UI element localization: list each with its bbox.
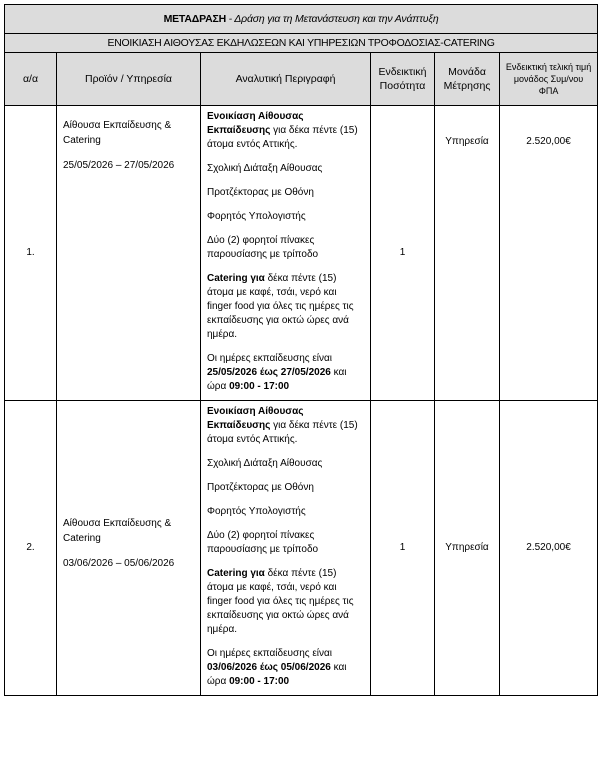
desc-days bbox=[207, 647, 364, 689]
row-quantity: 1 bbox=[371, 106, 435, 401]
desc-catering bbox=[207, 567, 364, 637]
desc-rental-rest: για δέκα πέντε (15) άτομα εντός Αττικής. bbox=[207, 420, 358, 445]
desc-days-bold: 25/05/2026 έως 27/05/2026 bbox=[207, 367, 331, 378]
table-subtitle: ΕΝΟΙΚΙΑΣΗ ΑΙΘΟΥΣΑΣ ΕΚΔΗΛΩΣΕΩΝ ΚΑΙ ΥΠΗΡΕΣΙΩΝ ΤΡΟΦΟΔΟΣΙΑΣ-CATERING bbox=[5, 34, 598, 53]
desc-days bbox=[207, 352, 364, 394]
desc-layout: Σχολική Διάταξη Αίθουσας bbox=[207, 458, 323, 469]
desc-laptop: Φορητός Υπολογιστής bbox=[207, 211, 306, 222]
desc-laptop: Φορητός Υπολογιστής bbox=[207, 506, 306, 517]
title-bold: ΜΕΤΑΔΡΑΣΗ bbox=[163, 13, 226, 25]
row-index: 1. bbox=[5, 106, 57, 401]
product-dates: 03/06/2026 – 05/06/2026 bbox=[63, 557, 175, 569]
row-unit: Υπηρεσία bbox=[435, 106, 500, 401]
desc-boards: Δύο (2) φορητοί πίνακες παρουσίασης με τρίποδο bbox=[207, 530, 319, 555]
header-quantity: Ενδεικτική Ποσότητα bbox=[371, 53, 435, 106]
desc-time-prefix: και ώρα bbox=[207, 662, 347, 687]
desc-rental bbox=[207, 110, 364, 152]
product-dates: 25/05/2026 – 27/05/2026 bbox=[63, 160, 175, 171]
row-description bbox=[201, 106, 371, 401]
desc-catering-rest: δέκα πέντε (15) άτομα με καφέ, τσάι, νερό και finger food για όλες τις ημέρες τις εκπαίδευσης για οκτώ ώρες ανά ημέρα. bbox=[207, 568, 354, 635]
desc-time-prefix: και ώρα bbox=[207, 367, 347, 392]
desc-days-prefix: Οι ημέρες εκπαίδευσης είναι bbox=[207, 353, 333, 364]
desc-days-bold: 03/06/2026 έως 05/06/2026 bbox=[207, 662, 331, 673]
table-title bbox=[5, 5, 598, 34]
desc-projector: Προτζέκτορας με Οθόνη bbox=[207, 187, 314, 198]
header-price: Ενδεικτική τελική τιμή μονάδος Συμ/νου ΦΠΑ bbox=[500, 53, 598, 106]
desc-catering-rest: δέκα πέντε (15) άτομα με καφέ, τσάι, νερό και finger food για όλες τις ημέρες τις εκπαίδευσης για οκτώ ώρες ανά ημέρα. bbox=[207, 273, 354, 340]
header-unit: Μονάδα Μέτρησης bbox=[435, 53, 500, 106]
desc-time-bold: 09:00 - 17:00 bbox=[229, 381, 290, 392]
product-name: Αίθουσα Εκπαίδευσης & Catering bbox=[63, 120, 172, 146]
desc-boards: Δύο (2) φορητοί πίνακες παρουσίασης με τρίποδο bbox=[207, 235, 319, 260]
desc-layout: Σχολική Διάταξη Αίθουσας bbox=[207, 163, 323, 174]
desc-rental-bold: Ενοικίαση Αίθουσας Εκπαίδευσης bbox=[207, 406, 304, 431]
title-rest: - Δράση για τη Μετανάστευση και την Ανάπτυξη bbox=[225, 13, 439, 25]
desc-time-bold: 09:00 - 17:00 bbox=[229, 676, 290, 687]
desc-rental-rest: για δέκα πέντε (15) άτομα εντός Αττικής. bbox=[207, 125, 358, 150]
product-name: Αίθουσα Εκπαίδευσης & Catering bbox=[63, 517, 172, 544]
header-product: Προϊόν / Υπηρεσία bbox=[57, 53, 201, 106]
tender-table bbox=[4, 4, 598, 696]
table-row bbox=[5, 106, 598, 401]
header-description: Αναλυτική Περιγραφή bbox=[201, 53, 371, 106]
row-unit: Υπηρεσία bbox=[435, 401, 500, 696]
desc-catering-bold: Catering για bbox=[207, 273, 265, 284]
row-price: 2.520,00€ bbox=[500, 401, 598, 696]
row-price: 2.520,00€ bbox=[500, 106, 598, 401]
row-product bbox=[57, 401, 201, 696]
row-quantity: 1 bbox=[371, 401, 435, 696]
header-index: α/α bbox=[5, 53, 57, 106]
desc-catering-bold: Catering για bbox=[207, 568, 265, 579]
desc-catering bbox=[207, 272, 364, 342]
row-product bbox=[57, 106, 201, 401]
desc-days-prefix: Οι ημέρες εκπαίδευσης είναι bbox=[207, 648, 333, 659]
table-row bbox=[5, 401, 598, 696]
row-description bbox=[201, 401, 371, 696]
row-index: 2. bbox=[5, 401, 57, 696]
desc-rental bbox=[207, 405, 364, 447]
desc-projector: Προτζέκτορας με Οθόνη bbox=[207, 482, 314, 493]
desc-rental-bold: Ενοικίαση Αίθουσας Εκπαίδευσης bbox=[207, 111, 304, 136]
